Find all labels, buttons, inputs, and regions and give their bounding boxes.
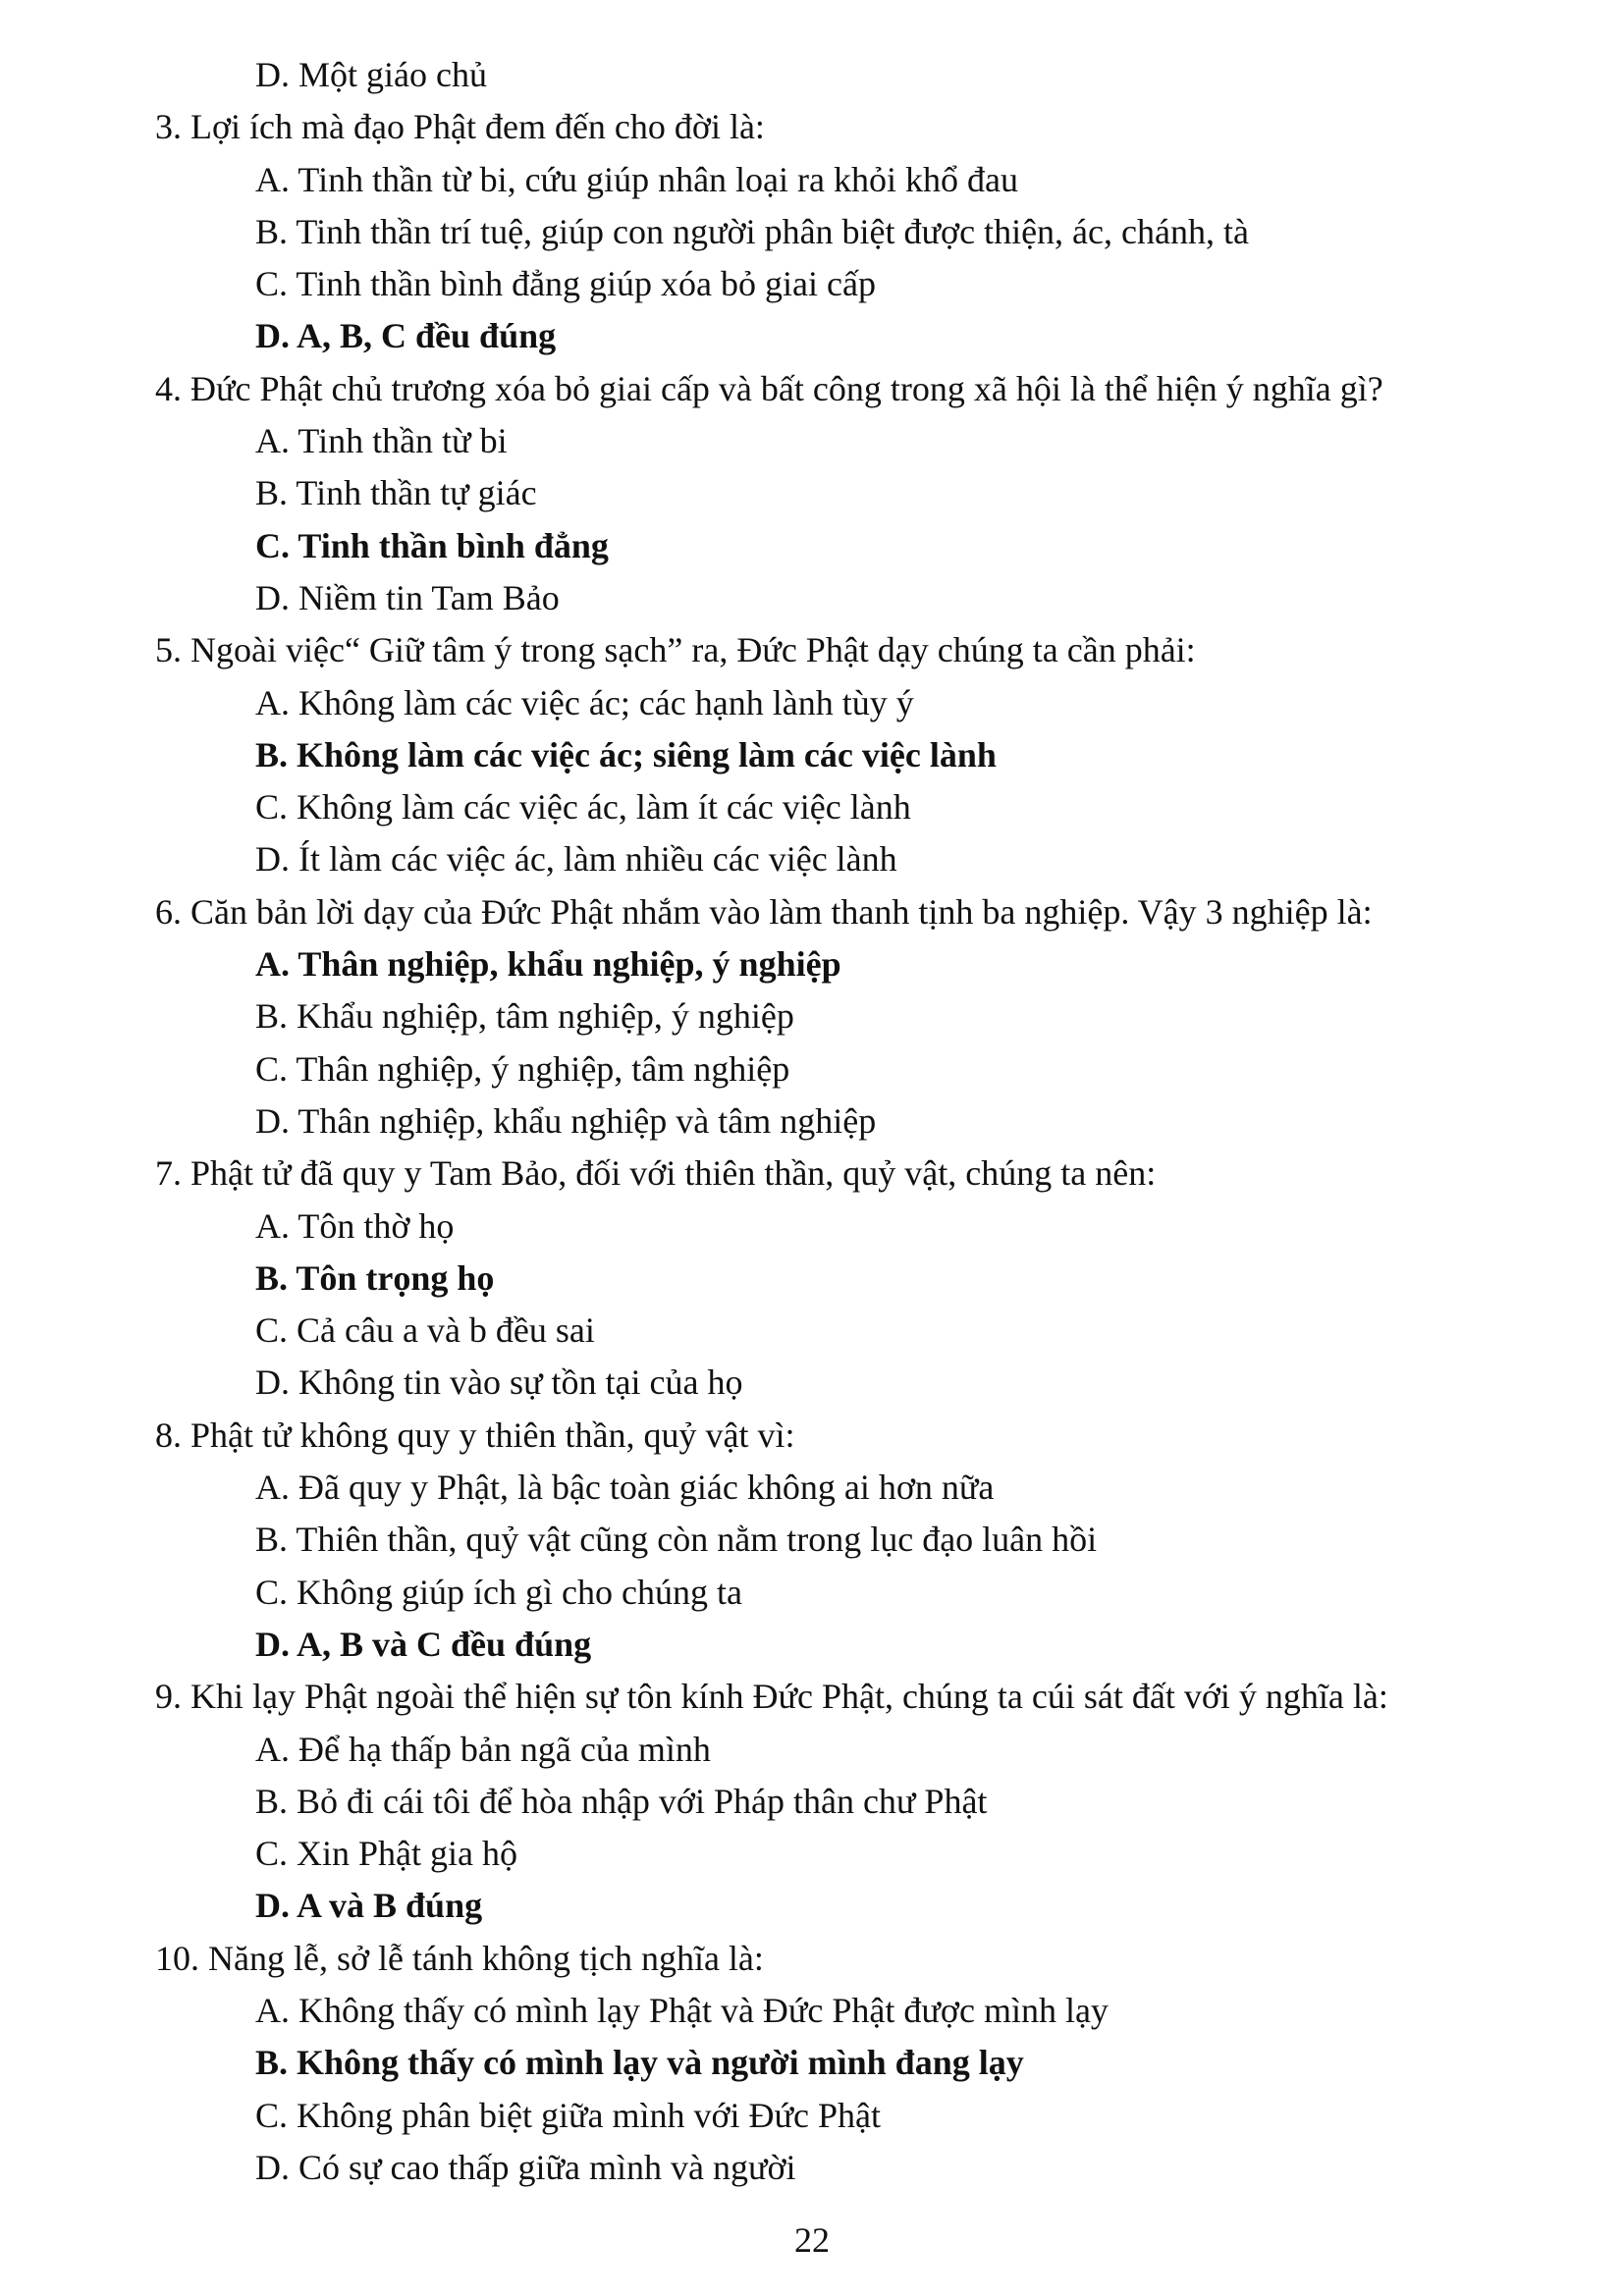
answer-option: C. Xin Phật gia hộ	[255, 1834, 517, 1874]
answer-option: B. Tinh thần tự giác	[255, 473, 537, 513]
answer-option: C. Không giúp ích gì cho chúng ta	[255, 1572, 742, 1612]
question-text: 9. Khi lạy Phật ngoài thể hiện sự tôn kính Đức Phật, chúng ta cúi sát đất với ý nghĩa là:	[155, 1677, 1388, 1717]
question-text: 8. Phật tử không quy y thiên thần, quỷ vật vì:	[155, 1415, 795, 1455]
answer-option-correct: B. Tôn trọng họ	[255, 1257, 495, 1298]
answer-option-correct: D. A và B đúng	[255, 1886, 483, 1926]
answer-option-correct: D. A, B và C đều đúng	[255, 1624, 592, 1664]
answer-option-correct: C. Tinh thần bình đẳng	[255, 525, 609, 565]
answer-option: C. Thân nghiệp, ý nghiệp, tâm nghiệp	[255, 1048, 790, 1089]
question-text: 7. Phật tử đã quy y Tam Bảo, đối với thiên thần, quỷ vật, chúng ta nên:	[155, 1153, 1157, 1194]
answer-option: C. Không làm các việc ác, làm ít các việc lành	[255, 787, 911, 828]
answer-option: B. Thiên thần, quỷ vật cũng còn nằm trong lục đạo luân hồi	[255, 1520, 1098, 1560]
answer-option-correct: D. A, B, C đều đúng	[255, 316, 557, 356]
answer-option-correct: B. Không thấy có mình lạy và người mình đang lạy	[255, 2043, 1024, 2083]
question-text: 6. Căn bản lời dạy của Đức Phật nhắm vào làm thanh tịnh ba nghiệp. Vậy 3 nghiệp là:	[155, 891, 1373, 932]
answer-option: A. Tinh thần từ bi	[255, 421, 508, 461]
quiz-content	[155, 49, 1530, 2194]
page-number: 22	[794, 2220, 830, 2260]
answer-option: A. Tinh thần từ bi, cứu giúp nhân loại ra khỏi khổ đau	[255, 159, 1018, 199]
answer-option: D. Không tin vào sự tồn tại của họ	[255, 1362, 743, 1403]
answer-option: C. Không phân biệt giữa mình với Đức Phật	[255, 2095, 881, 2135]
answer-option: A. Không làm các việc ác; các hạnh lành tùy ý	[255, 682, 914, 722]
answer-option: A. Không thấy có mình lạy Phật và Đức Phật được mình lạy	[255, 1990, 1109, 2030]
answer-option: B. Bỏ đi cái tôi để hòa nhập với Pháp thân chư Phật	[255, 1781, 988, 1821]
answer-option: B. Khẩu nghiệp, tâm nghiệp, ý nghiệp	[255, 996, 794, 1037]
answer-option: B. Tinh thần trí tuệ, giúp con người phân biệt được thiện, ác, chánh, tà	[255, 211, 1249, 251]
answer-option: D. Niềm tin Tam Bảo	[255, 577, 560, 617]
answer-option: A. Đã quy y Phật, là bậc toàn giác không ai hơn nữa	[255, 1468, 995, 1508]
answer-option: D. Thân nghiệp, khẩu nghiệp và tâm nghiệp	[255, 1100, 877, 1141]
question-text: 10. Năng lễ, sở lễ tánh không tịch nghĩa là:	[155, 1938, 764, 1978]
answer-option: A. Tôn thờ họ	[255, 1205, 455, 1246]
answer-option: C. Cả câu a và b đều sai	[255, 1310, 595, 1351]
answer-option-correct: A. Thân nghiệp, khẩu nghiệp, ý nghiệp	[255, 944, 841, 985]
question-text: 3. Lợi ích mà đạo Phật đem đến cho đời là:	[155, 107, 765, 147]
answer-option: D. Ít làm các việc ác, làm nhiều các việc lành	[255, 839, 897, 880]
question-text: 5. Ngoài việc“ Giữ tâm ý trong sạch” ra, Đức Phật dạy chúng ta cần phải:	[155, 630, 1196, 670]
answer-option-correct: B. Không làm các việc ác; siêng làm các việc lành	[255, 734, 997, 774]
answer-option: C. Tinh thần bình đẳng giúp xóa bỏ giai cấp	[255, 264, 876, 304]
answer-option: D. Một giáo chủ	[255, 55, 487, 94]
question-text: 4. Đức Phật chủ trương xóa bỏ giai cấp và bất công trong xã hội là thể hiện ý nghĩa gì?	[155, 368, 1383, 408]
answer-option: D. Có sự cao thấp giữa mình và người	[255, 2147, 796, 2187]
answer-option: A. Để hạ thấp bản ngã của mình	[255, 1729, 711, 1769]
